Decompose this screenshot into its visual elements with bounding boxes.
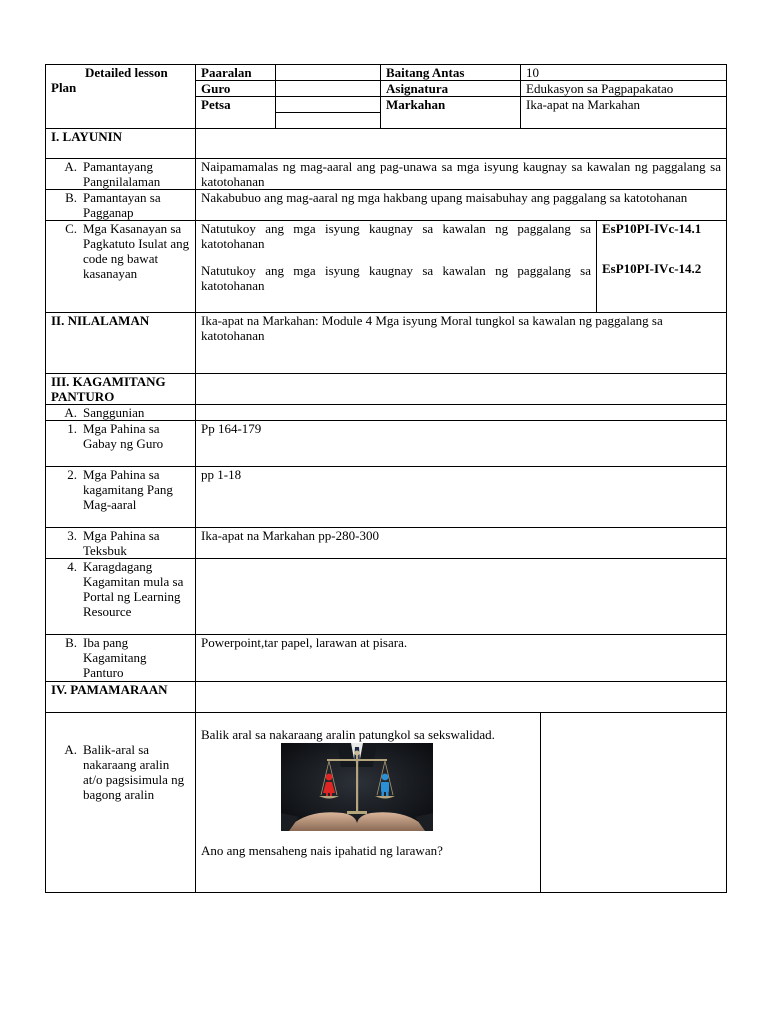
- paaralan-label: Paaralan: [196, 65, 276, 81]
- karagdagang-kagamitan-value: [196, 559, 727, 635]
- gabay-ng-guro-value: Pp 164-179: [196, 421, 727, 467]
- kasanayan-codes: [597, 221, 727, 313]
- asignatura-value: Edukasyon sa Pagpapakatao: [521, 81, 727, 97]
- teksbuk-value: Ika-apat na Markahan pp-280-300: [196, 528, 727, 559]
- kasanayan-2: Natutukoy ang mga isyung kaugnay sa kawalan ng paggalang sa katotohanan: [201, 263, 591, 293]
- nilalaman-text: Ika-apat na Markahan: Module 4 Mga isyung Moral tungkol sa kawalan ng paggalang sa katotohanan: [196, 313, 727, 374]
- mga-kasanayan-text: [196, 221, 597, 313]
- kagamitang-pang-mag-aaral-label: 2. Mga Pahina sa kagamitang Pang Mag-aaral: [46, 467, 196, 528]
- pamantayang-pangnilalaman-label: A. Pamantayang Pangnilalaman: [46, 159, 196, 190]
- pamantayan-sa-pagganap-text: Nakabubuo ang mag-aaral ng mga hakbang upang maisabuhay ang paggalang sa katotohanan: [196, 190, 727, 221]
- asignatura-label: Asignatura: [381, 81, 521, 97]
- paaralan-value[interactable]: [276, 65, 381, 81]
- kasanayan-code-1: EsP10PI-IVc-14.1: [602, 221, 702, 236]
- petsa-value-1[interactable]: [276, 97, 381, 113]
- justice-scale-image: [281, 743, 433, 831]
- kasanayan-1: Natutukoy ang mga isyung kaugnay sa kawalan ng paggalang sa katotohanan: [201, 221, 591, 251]
- guro-value[interactable]: [276, 81, 381, 97]
- markahan-value: Ika-apat na Markahan: [521, 97, 727, 129]
- pamantayan-sa-pagganap-label: B. Pamantayan sa Pagganap: [46, 190, 196, 221]
- kagamitang-pang-mag-aaral-value: pp 1-18: [196, 467, 727, 528]
- lesson-plan-table: [45, 64, 727, 893]
- justice-scale-icon: [281, 743, 433, 831]
- guro-label: Guro: [196, 81, 276, 97]
- balik-aral-notes: [541, 713, 727, 893]
- gabay-ng-guro-label: 1. Mga Pahina sa Gabay ng Guro: [46, 421, 196, 467]
- balik-aral-question: Ano ang mensaheng nais ipahatid ng larawan?: [201, 843, 443, 858]
- section-nilalaman: II. NILALAMAN: [46, 313, 196, 374]
- balik-aral-text: Balik aral sa nakaraang aralin patungkol sa sekswalidad.: [201, 727, 495, 742]
- section-kagamitan: III. KAGAMITANG PANTURO: [46, 374, 196, 405]
- kasanayan-code-2: EsP10PI-IVc-14.2: [602, 261, 702, 276]
- iba-pang-kagamitan-label: B. Iba pang Kagamitang Panturo: [46, 635, 196, 682]
- baitang-label: Baitang Antas: [381, 65, 521, 81]
- baitang-value: 10: [521, 65, 727, 81]
- plan-label-cell: [46, 65, 196, 129]
- teksbuk-label: 3. Mga Pahina sa Teksbuk: [46, 528, 196, 559]
- iba-pang-kagamitan-value: Powerpoint,tar papel, larawan at pisara.: [196, 635, 727, 682]
- section-layunin: I. LAYUNIN: [46, 129, 196, 159]
- pamantayang-pangnilalaman-text: Naipamamalas ng mag-aaral ang pag-unawa sa mga isyung kaugnay sa kawalan ng paggalang sa katotohanan: [196, 159, 727, 190]
- plan-label: Detailed lesson Plan: [51, 65, 168, 95]
- markahan-label: Markahan: [381, 97, 521, 129]
- mga-kasanayan-label: C. Mga Kasanayan sa Pagkatuto Isulat ang code ng bawat kasanayan: [46, 221, 196, 313]
- lesson-plan-page: [45, 64, 726, 893]
- karagdagang-kagamitan-label: 4. Karagdagang Kagamitan mula sa Portal ng Learning Resource: [46, 559, 196, 635]
- petsa-label: Petsa: [196, 97, 276, 129]
- section-pamamaraan: IV. PAMAMARAAN: [46, 682, 196, 713]
- petsa-value-2[interactable]: [276, 113, 381, 129]
- balik-aral-label: A. Balik-aral sa nakaraang aralin at/o pagsisimula ng bagong aralin: [46, 713, 196, 893]
- sanggunian-label: A. Sanggunian: [46, 405, 196, 421]
- balik-aral-content: [196, 713, 541, 893]
